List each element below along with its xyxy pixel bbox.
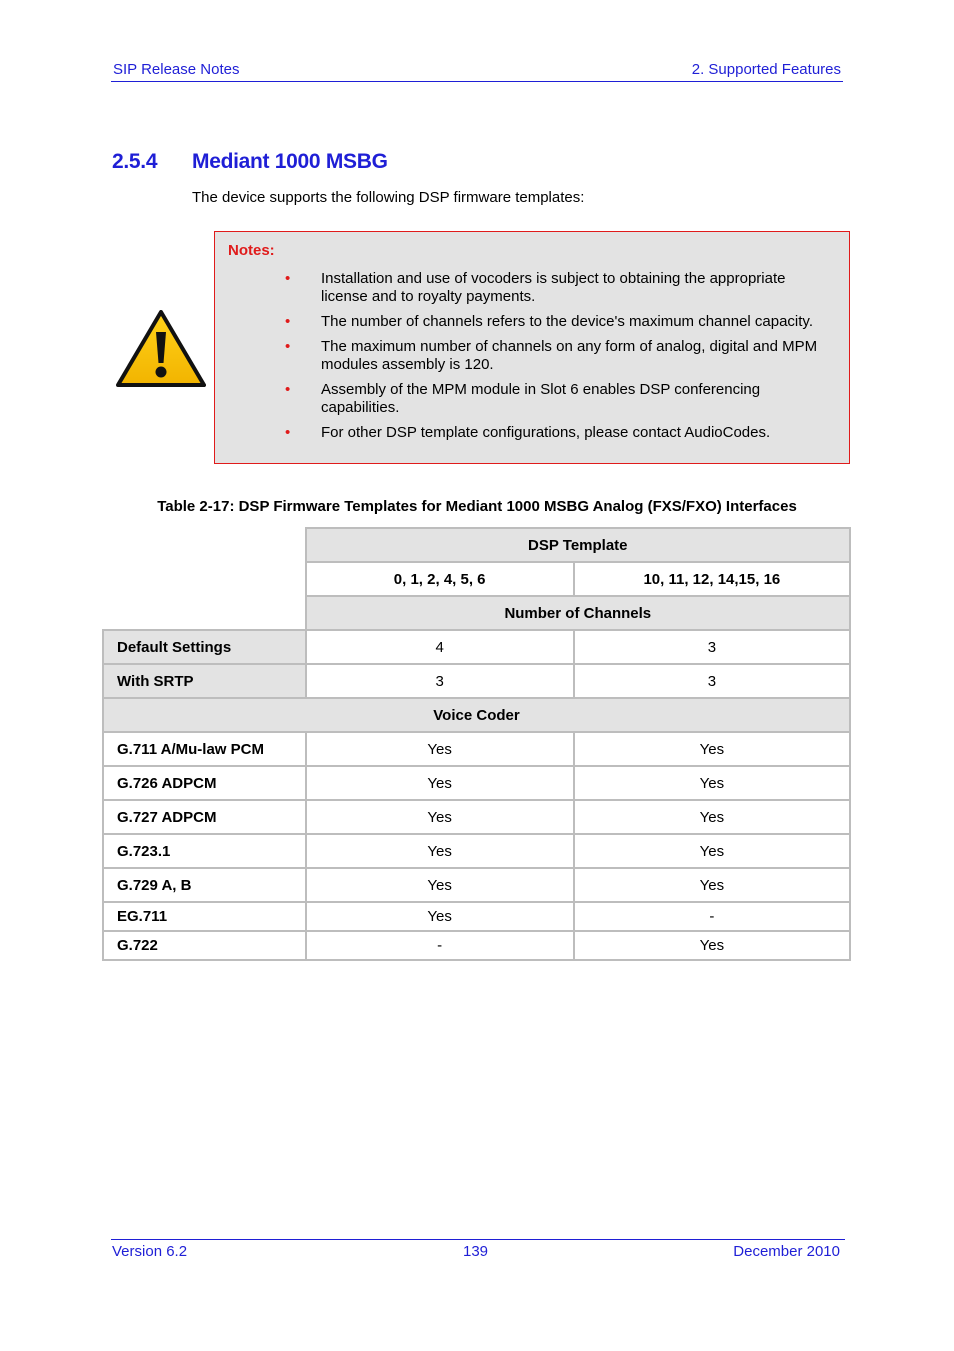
bullet-icon: • [285,424,291,441]
table-cell: Yes [574,766,850,800]
table-row [103,698,850,732]
row-label: G.729 A, B [103,868,306,902]
section-heading [112,150,388,174]
table-cell: Yes [306,800,574,834]
table-row [103,902,850,931]
header-doc-title: SIP Release Notes [113,61,240,78]
row-label: With SRTP [103,664,306,698]
voice-coder-header: Voice Coder [103,698,850,732]
table-cell: - [306,931,574,960]
row-label: G.722 [103,931,306,960]
notes-box [214,231,850,464]
section-title: Mediant 1000 MSBG [192,150,388,173]
dsp-template-header: DSP Template [306,528,850,562]
table-cell: Yes [574,834,850,868]
note-item: • Installation and use of vocoders is subject to obtaining the appropriate license and to royalty payments. [285,270,786,305]
page-footer [111,1239,845,1264]
notes-title: Notes: [228,242,275,259]
table-cell: Yes [306,732,574,766]
bullet-icon: • [285,381,291,398]
table-cell: 4 [306,630,574,664]
table-cell: Yes [306,834,574,868]
note-item: • For other DSP template configurations, please contact AudioCodes. [285,424,771,441]
row-label: EG.711 [103,902,306,931]
table-row [103,664,850,698]
notes-list [215,270,849,449]
note-item: • The number of channels refers to the device's maximum channel capacity. [285,313,813,330]
footer-date: December 2010 [733,1243,840,1260]
page-header [111,60,843,82]
channels-header: Number of Channels [306,596,850,630]
table-row [103,766,850,800]
note-item: • Assembly of the MPM module in Slot 6 enables DSP conferencing capabilities. [285,381,761,416]
table-cell: - [574,902,850,931]
table-cell: Yes [306,868,574,902]
template-column-header: 10, 11, 12, 14,15, 16 [574,562,850,596]
warning-icon [116,310,206,388]
section-number: 2.5.4 [112,150,158,173]
footer-version: Version 6.2 [112,1243,188,1260]
footer-page-number: 139 [463,1243,489,1260]
template-column-header: 0, 1, 2, 4, 5, 6 [306,562,574,596]
table-cell: Yes [574,868,850,902]
table-cell: Yes [306,766,574,800]
table-cell: 3 [574,664,850,698]
bullet-icon: • [285,313,291,330]
dsp-template-table [102,527,851,961]
row-label: G.726 ADPCM [103,766,306,800]
table-row [103,732,850,766]
table-caption: Table 2-17: DSP Firmware Templates for Mediant 1000 MSBG Analog (FXS/FXO) Interfaces [157,498,797,515]
note-item: • The maximum number of channels on any form of analog, digital and MPM modules assembly is 120. [285,338,818,373]
table-row [103,800,850,834]
bullet-icon: • [285,270,291,287]
table-cell: Yes [574,931,850,960]
table-cell: Yes [574,732,850,766]
table-cell: Yes [306,902,574,931]
table-cell: Yes [574,800,850,834]
row-label: G.711 A/Mu-law PCM [103,732,306,766]
bullet-icon: • [285,338,291,355]
table-row [103,834,850,868]
table-row [103,630,850,664]
table-cell: 3 [306,664,574,698]
row-label: G.727 ADPCM [103,800,306,834]
table-cell: 3 [574,630,850,664]
row-label: G.723.1 [103,834,306,868]
table-row [103,931,850,960]
intro-paragraph: The device supports the following DSP firmware templates: [192,189,585,206]
table-row [103,528,850,562]
row-label: Default Settings [103,630,306,664]
table-row [103,868,850,902]
header-chapter: 2. Supported Features [691,61,841,78]
